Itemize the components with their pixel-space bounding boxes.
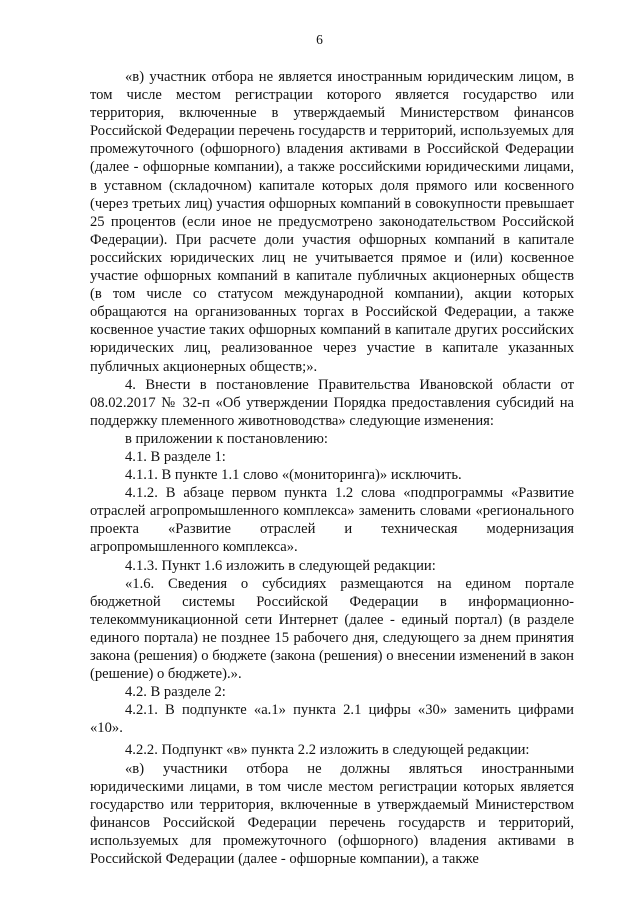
paragraph-offshore-participant: «в) участник отбора не является иностранным юридическим лицом, в том числе местом регистрации которого является государство или территория, включенные в утверждаемый Министерством финансов Российской Федерации перечень государств и территорий, используемых для промежуточного (офшорного) владения активами в Российской Федерации (далее - офшорные компании), а также российскими юридическими лицами, в уставном (складочном) капитале которых доля прямого или косвенного (через третьих лиц) участия офшорных компаний в совокупности превышает 25 процентов (если иное не предусмотрено законодательством Российской Федерации). При расчете доли участия офшорных компаний в капитале российских юридических лиц не учитывается прямое и (или) косвенное участие офшорных компаний в капитале публичных акционерных обществ (в том числе со статусом международной компании), акции которых обращаются на организованных торгах в Российской Федерации, а также косвенное участие таких офшорных компаний в капитале других российских юридических лиц, реализованное через участие в капитале указанных публичных акционерных обществ;». [90, 69, 574, 375]
paragraph-4-1-1: 4.1.1. В пункте 1.1 слово «(мониторинга)» исключить. [125, 467, 462, 484]
paragraph-1-6: «1.6. Сведения о субсидиях размещаются на едином портале бюджетной системы Российской Федерации в информационно-телекоммуникационной сети Интернет (далее - единый портал) (в разделе единого портала) не позднее 15 рабочего дня, следующего за днем принятия закона (решения) о бюджете (закона (решения) о внесении изменений в закон (решение) о бюджете).». [90, 575, 574, 683]
paragraph-subitem-v: «в) участники отбора не должны являться иностранными юридическими лицами, в том числе местом регистрации которых является государство или территория, включенные в утверждаемый Министерством финансов Российской Федерации перечень государств и территорий, используемых для промежуточного (офшорного) владения активами в Российской Федерации (далее - офшорные компании), а также [90, 760, 574, 868]
paragraph-appendix: в приложении к постановлению: [125, 430, 328, 447]
paragraph-4-2: 4.2. В разделе 2: [125, 684, 226, 701]
paragraph-4-2-2: 4.2.2. Подпункт «в» пункта 2.2 изложить в следующей редакции: [125, 742, 530, 759]
paragraph-item-4: 4. Внести в постановление Правительства Ивановской области от 08.02.2017 № 32-п «Об утверждении Порядка предоставления субсидий на поддержку племенного животноводства» следующие изменения: [90, 376, 574, 429]
paragraph-4-1: 4.1. В разделе 1: [125, 448, 226, 465]
paragraph-4-1-2: 4.1.2. В абзаце первом пункта 1.2 слова «подпрограммы «Развитие отраслей агропромышленного комплекса» заменить словами «регионального проекта «Развитие отраслей и техническая модернизация агропромышленного комплекса». [90, 485, 574, 556]
document-body [90, 68, 574, 868]
paragraph-4-2-1: 4.2.1. В подпункте «а.1» пункта 2.1 цифры «30» заменить цифрами «10». [90, 702, 574, 737]
paragraph-4-1-3: 4.1.3. Пункт 1.6 изложить в следующей редакции: [125, 557, 436, 574]
page-number: 6 [316, 32, 323, 47]
